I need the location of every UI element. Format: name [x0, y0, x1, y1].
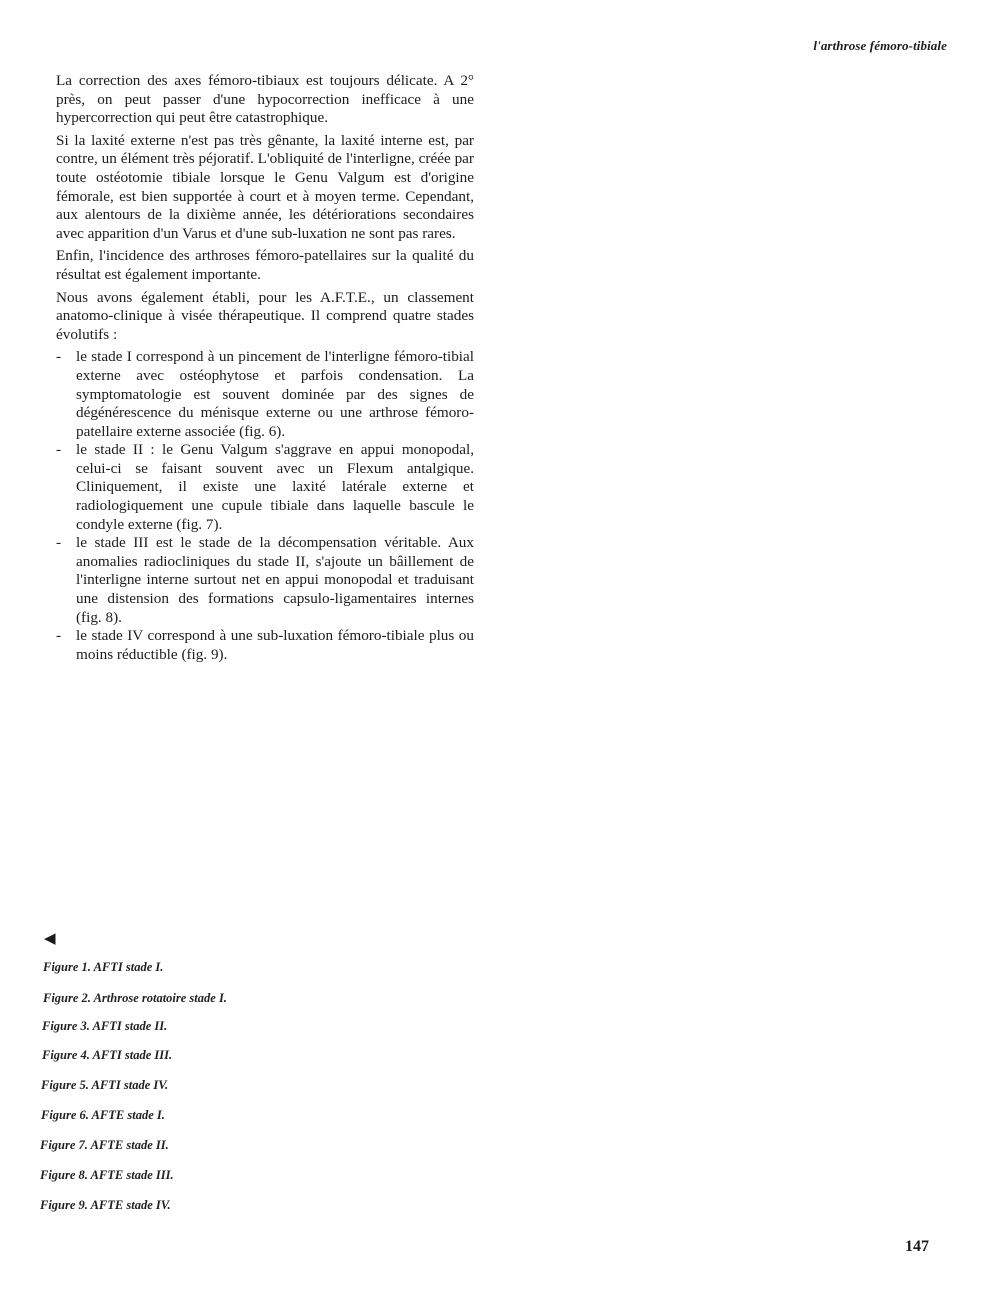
stage-text: le stade III est le stade de la décompensation véritable. Aux anomalies radiocliniques du stade II, s'ajoute un bâillement de l'interligne interne surtout net en appui monopodal et traduisant une distension des formations capsulo-ligamentaires internes (fig. 8). — [76, 534, 474, 626]
stage-item — [56, 627, 474, 664]
paragraph-classement: Nous avons également établi, pour les A.F.T.E., un classement anatomo-clinique à visée thérapeutique. Il comprend quatre stades évolutifs : — [56, 288, 474, 343]
figure-caption: Figure 6. AFTE stade I. — [41, 1108, 165, 1122]
figure-caption: Figure 1. AFTI stade I. — [43, 960, 164, 974]
figure-caption: Figure 5. AFTI stade IV. — [41, 1078, 169, 1092]
left-arrow-icon: ◀ — [44, 929, 56, 947]
list-dash: - — [56, 534, 62, 552]
figure-caption: Figure 3. AFTI stade II. — [42, 1019, 168, 1033]
list-dash: - — [56, 348, 62, 366]
paragraph-laxite: Si la laxité externe n'est pas très gênante, la laxité interne est, par contre, un élément très péjoratif. L'obliquité de l'interligne, créée par toute ostéotomie tibiale lorsque le Genu Valgum est d'origine fémorale, est bien supportée à court et à moyen terme. Cependant, aux alentours de la dixième année, les détériorations secondaires avec apparition d'un Varus et d'une sub-luxation ne sont pas rares. — [56, 131, 474, 242]
paragraph-correction: La correction des axes fémoro-tibiaux est toujours délicate. A 2° près, on peut passer d'une hypocorrection inefficace à une hypercorrection qui peut être catastrophique. — [56, 72, 474, 127]
stages-list — [56, 348, 474, 664]
figure-caption: Figure 4. AFTI stade III. — [42, 1048, 173, 1062]
list-dash: - — [56, 627, 62, 645]
list-dash: - — [56, 441, 62, 459]
stage-item — [56, 348, 474, 441]
figure-caption: Figure 7. AFTE stade II. — [40, 1138, 169, 1152]
text-column — [56, 72, 474, 664]
figure-caption: Figure 9. AFTE stade IV. — [40, 1198, 171, 1212]
running-head: l'arthrose fémoro-tibiale — [813, 38, 947, 53]
stage-item — [56, 534, 474, 627]
page-number: 147 — [905, 1238, 929, 1255]
figure-caption: Figure 8. AFTE stade III. — [40, 1168, 174, 1182]
stage-text: le stade II : le Genu Valgum s'aggrave en appui monopodal, celui-ci se faisant souvent avec un Flexum antalgique. Cliniquement, il existe une laxité latérale externe et radiologiquement une cupule tibiale dans laquelle bascule le condyle externe (fig. 7). — [76, 441, 474, 533]
stage-text: le stade IV correspond à une sub-luxation fémoro-tibiale plus ou moins réductible (fig. 9). — [76, 627, 474, 663]
figure-caption: Figure 2. Arthrose rotatoire stade I. — [43, 991, 227, 1005]
paragraph-incidence: Enfin, l'incidence des arthroses fémoro-patellaires sur la qualité du résultat est également importante. — [56, 247, 474, 283]
stage-text: le stade I correspond à un pincement de l'interligne fémoro-tibial externe avec ostéophytose et parfois condensation. La symptomatologie est souvent dominée par des signes de dégénérescence du ménisque externe ou une arthrose fémoro-patellaire externe associée (fig. 6). — [76, 348, 474, 440]
stage-item — [56, 441, 474, 534]
